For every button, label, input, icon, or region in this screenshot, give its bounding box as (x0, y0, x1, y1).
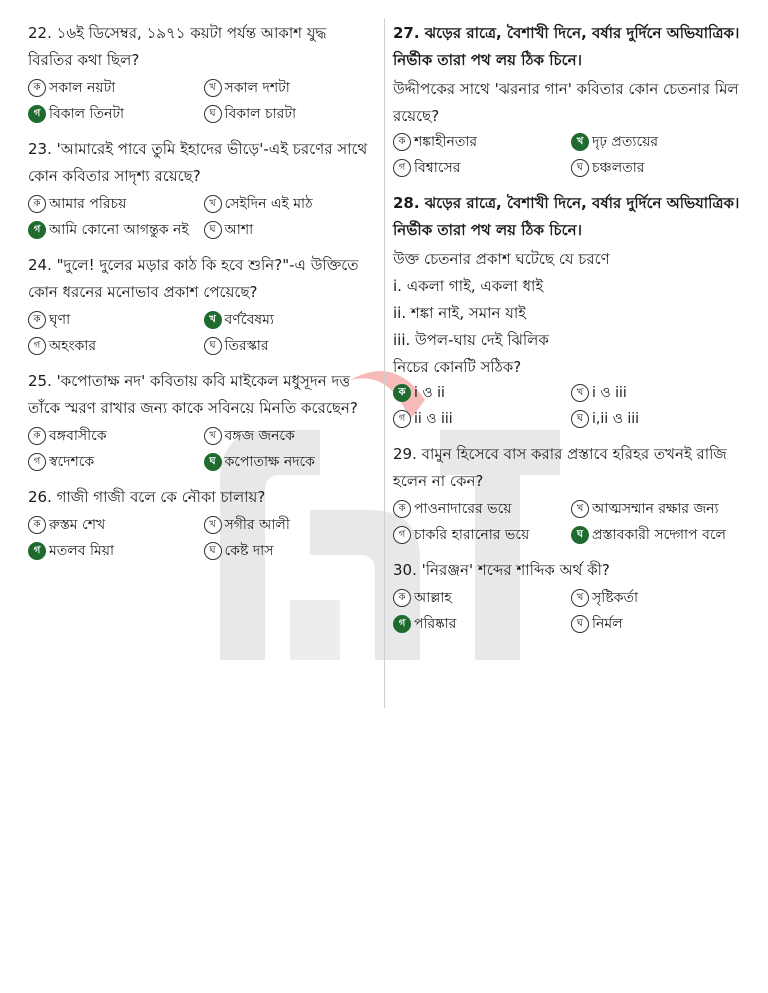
option-kha[interactable] (204, 308, 374, 333)
option-kha[interactable] (204, 192, 374, 217)
correct-marker-icon: গ (28, 221, 46, 239)
option-marker-icon: গ (28, 453, 46, 471)
question-follow: নিচের কোনটি সঠিক? (393, 358, 522, 376)
option-ka[interactable] (393, 381, 565, 406)
option-marker-icon: ক (28, 195, 46, 213)
option-marker-icon: ক (28, 79, 46, 97)
options (28, 308, 373, 359)
option-ka[interactable] (28, 513, 198, 538)
question-24 (28, 252, 373, 359)
question-26 (28, 484, 373, 564)
option-text: বঙ্গজ জনকে (224, 428, 295, 444)
options (393, 130, 743, 181)
option-text: অহংকার (49, 338, 97, 354)
option-marker-icon: খ (571, 384, 589, 402)
option-text: আমার পরিচয় (49, 196, 127, 212)
option-text: দৃঢ় প্রত্যয়ের (592, 134, 659, 150)
option-ka[interactable] (393, 130, 565, 155)
option-text: সকাল নয়টা (49, 80, 116, 96)
question-22 (28, 20, 373, 127)
option-text: i,ii ও iii (592, 411, 639, 427)
option-marker-icon: ঘ (571, 159, 589, 177)
option-text: বঙ্গবাসীকে (49, 428, 107, 444)
option-text: বর্ণবৈষম্য (224, 312, 274, 328)
option-text: মতলব মিয়া (49, 543, 115, 559)
option-gha[interactable] (204, 218, 374, 243)
option-text: সৃষ্টিকর্তা (592, 590, 639, 606)
option-ka[interactable] (393, 586, 565, 611)
option-marker-icon: খ (571, 589, 589, 607)
question-text: উদ্দীপকের সাথে 'ঝরনার গান' কবিতার কোন চেতনার মিল রয়েছে? (393, 80, 739, 125)
option-gha[interactable] (571, 156, 743, 181)
option-gha[interactable] (204, 334, 374, 359)
option-kha[interactable] (204, 424, 374, 449)
question-30 (393, 557, 743, 637)
question-text: 23. 'আমারেই পাবে তুমি ইহাদের ভীড়ে'-এই চরণের সাথে কোন কবিতার সাদৃশ্য রয়েছে? (28, 140, 368, 185)
correct-marker-icon: গ (28, 542, 46, 560)
option-marker-icon: ক (28, 311, 46, 329)
option-marker-icon: ক (393, 133, 411, 151)
option-marker-icon: গ (393, 526, 411, 544)
correct-marker-icon: খ (204, 311, 222, 329)
option-text: i ও iii (592, 385, 627, 401)
option-text: পরিষ্কার (414, 616, 457, 632)
statement: ii. শঙ্কা নাই, সমান যাই (393, 304, 526, 322)
option-text: শঙ্কাহীনতার (414, 134, 478, 150)
option-ka[interactable] (28, 192, 198, 217)
correct-marker-icon: ঘ (204, 453, 222, 471)
option-text: নির্মল (592, 616, 623, 632)
option-kha[interactable] (204, 76, 374, 101)
option-text: কপোতাক্ষ নদকে (224, 454, 315, 470)
question-25 (28, 368, 373, 475)
question-text: 24. "দুলে! দুলের মড়ার কাঠ কি হবে শুনি?"-এ উক্তিতে কোন ধরনের মনোভাব প্রকাশ পেয়েছে? (28, 256, 359, 301)
option-text: রুস্তম শেখ (49, 517, 106, 533)
statement: iii. উপল-ঘায় দেই ঝিলিক (393, 331, 549, 349)
option-text: চঞ্চলতার (592, 160, 645, 176)
option-marker-icon: ঘ (204, 105, 222, 123)
option-gha[interactable] (204, 450, 374, 475)
question-text: 22. ১৬ই ডিসেম্বর, ১৯৭১ কয়টা পর্যন্ত আকাশ যুদ্ধ বিরতির কথা ছিল? (28, 24, 327, 69)
option-text: সগীর আলী (224, 517, 290, 533)
options (393, 497, 743, 548)
question-27 (393, 20, 743, 181)
option-text: আশা (224, 222, 254, 238)
question-text: উক্ত চেতনার প্রকাশ ঘটেছে যে চরণে (393, 250, 610, 268)
option-marker-icon: খ (204, 79, 222, 97)
option-ka[interactable] (28, 308, 198, 333)
option-ka[interactable] (28, 424, 198, 449)
question-text: 30. 'নিরঞ্জন' শব্দের শাব্দিক অর্থ কী? (393, 561, 610, 579)
option-text: স্বদেশকে (49, 454, 95, 470)
question-29 (393, 441, 743, 548)
option-marker-icon: খ (204, 427, 222, 445)
option-text: আমি কোনো আগন্তুক নই (49, 222, 189, 238)
option-text: বিশ্বাসের (414, 160, 461, 176)
left-column (28, 20, 373, 573)
options (393, 586, 743, 637)
column-divider (384, 18, 385, 708)
option-gha[interactable] (571, 523, 743, 548)
option-marker-icon: ঘ (204, 542, 222, 560)
option-marker-icon: ঘ (204, 221, 222, 239)
option-gha[interactable] (204, 102, 374, 127)
right-column (393, 20, 743, 646)
option-ga[interactable] (28, 450, 198, 475)
option-text: সকাল দশটা (224, 80, 290, 96)
question-stem: 27. ঝড়ের রাত্রে, বৈশাখী দিনে, বর্ষার দুর্দিনে অভিযাত্রিক। নির্ভীক তারা পথ লয় ঠিক চিনে। (393, 24, 740, 69)
option-text: পাওনাদারের ভয়ে (414, 501, 512, 517)
option-ga[interactable] (28, 102, 198, 127)
options (28, 513, 373, 564)
option-text: আল্লাহ (414, 590, 452, 606)
correct-marker-icon: খ (571, 133, 589, 151)
question-28 (393, 190, 743, 432)
option-marker-icon: খ (204, 516, 222, 534)
option-text: বিকাল তিনটা (49, 106, 125, 122)
options (28, 424, 373, 475)
option-kha[interactable] (571, 586, 743, 611)
option-ga[interactable] (28, 539, 198, 564)
option-marker-icon: খ (204, 195, 222, 213)
option-gha[interactable] (204, 539, 374, 564)
option-ka[interactable] (28, 76, 198, 101)
question-23 (28, 136, 373, 243)
correct-marker-icon: ঘ (571, 526, 589, 544)
options (393, 381, 743, 432)
option-text: ঘৃণা (49, 312, 71, 328)
option-ga[interactable] (393, 156, 565, 181)
option-gha[interactable] (571, 407, 743, 432)
option-text: আত্মসম্মান রক্ষার জন্য (592, 501, 719, 517)
option-text: i ও ii (414, 385, 445, 401)
option-ga[interactable] (393, 612, 565, 637)
option-marker-icon: গ (28, 337, 46, 355)
question-stem: 28. ঝড়ের রাত্রে, বৈশাখী দিনে, বর্ষার দুর্দিনে অভিযাত্রিক। নির্ভীক তারা পথ লয় ঠিক চিনে। (393, 194, 740, 239)
option-ga[interactable] (28, 334, 198, 359)
option-marker-icon: খ (571, 500, 589, 518)
option-gha[interactable] (571, 612, 743, 637)
option-kha[interactable] (571, 130, 743, 155)
question-text: 25. 'কপোতাক্ষ নদ' কবিতায় কবি মাইকেল মধুসূদন দত্ত তাঁকে স্মরণ রাখার জন্য কাকে সবিনয়ে মিনতি করেছেন? (28, 372, 358, 417)
correct-marker-icon: ক (393, 384, 411, 402)
option-marker-icon: ক (28, 516, 46, 534)
question-text: 29. বামুন হিসেবে বাস করার প্রস্তাবে হরিহর তখনই রাজি হলেন না কেন? (393, 445, 727, 490)
option-ga[interactable] (393, 523, 565, 548)
option-ga[interactable] (393, 407, 565, 432)
option-marker-icon: ক (393, 589, 411, 607)
option-text: সেইদিন এই মাঠ (224, 196, 313, 212)
option-text: প্রস্তাবকারী সদ্গোপ বলে (592, 527, 726, 543)
option-text: কেষ্ট দাস (224, 543, 274, 559)
option-kha[interactable] (571, 497, 743, 522)
option-marker-icon: ঘ (571, 615, 589, 633)
option-ka[interactable] (393, 497, 565, 522)
option-marker-icon: গ (393, 159, 411, 177)
option-marker-icon: গ (393, 410, 411, 428)
option-text: চাকরি হারানোর ভয়ে (414, 527, 530, 543)
option-text: বিকাল চারটা (224, 106, 297, 122)
option-ga[interactable] (28, 218, 198, 243)
option-kha[interactable] (204, 513, 374, 538)
correct-marker-icon: গ (393, 615, 411, 633)
option-text: ii ও iii (414, 411, 453, 427)
option-text: তিরস্কার (224, 338, 269, 354)
statement-list (393, 273, 743, 354)
options (28, 76, 373, 127)
options (28, 192, 373, 243)
statement: i. একলা গাই, একলা ধাই (393, 277, 544, 295)
option-marker-icon: ক (393, 500, 411, 518)
question-text: 26. গাজী গাজী বলে কে নৌকা চালায়? (28, 488, 266, 506)
option-marker-icon: ক (28, 427, 46, 445)
correct-marker-icon: গ (28, 105, 46, 123)
option-marker-icon: ঘ (204, 337, 222, 355)
option-kha[interactable] (571, 381, 743, 406)
option-marker-icon: ঘ (571, 410, 589, 428)
